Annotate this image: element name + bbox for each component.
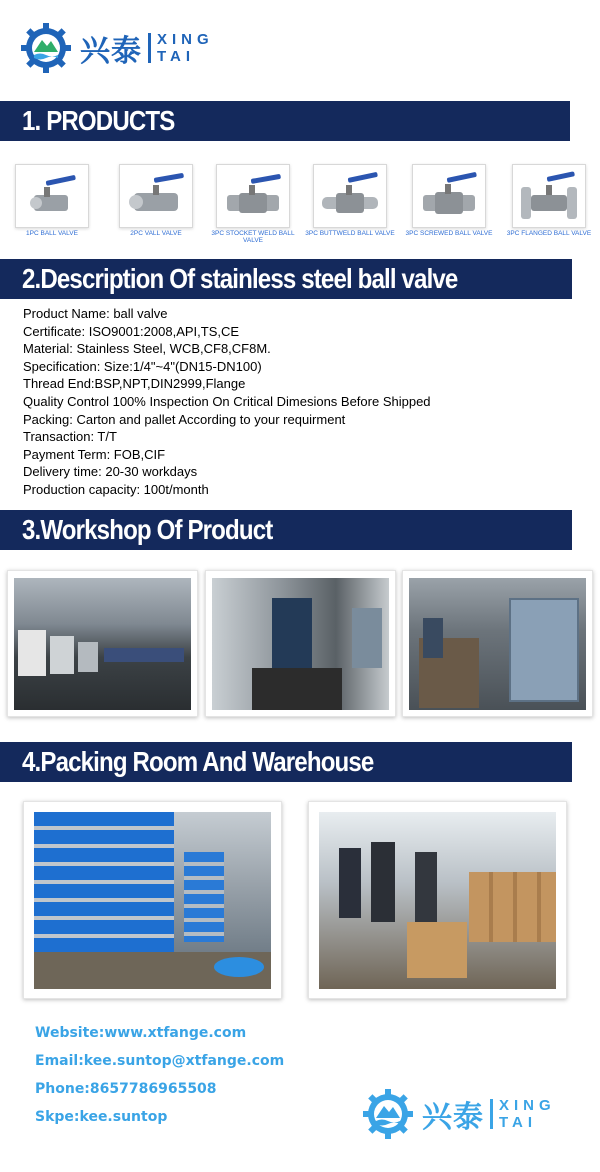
description-text	[23, 305, 431, 499]
brand-logo[interactable]	[20, 22, 214, 74]
gear-logo-icon	[20, 22, 72, 74]
packing-room-photo-image	[319, 812, 556, 989]
logo-chinese-text: 兴泰	[422, 1100, 484, 1135]
product-image-3pc-flanged[interactable]	[512, 164, 586, 228]
product-image-3pc-screwed[interactable]	[412, 164, 486, 228]
product-label: 3PC BUTTWELD BALL VALVE	[305, 230, 395, 237]
product-image-2pc[interactable]	[119, 164, 193, 228]
workshop-title: 3.Workshop Of Product	[22, 514, 273, 545]
contact-email[interactable]: Email:kee.suntop@xtfange.com	[35, 1053, 285, 1069]
desc-line: Payment Term: FOB,CIF	[23, 446, 166, 462]
logo-en-line2: TAI	[499, 1114, 538, 1131]
product-image-3pc-socket-weld[interactable]	[216, 164, 290, 228]
gear-logo-icon	[362, 1088, 414, 1140]
product-label: 3PC SCREWED BALL VALVE	[405, 230, 493, 237]
logo-chinese-text: 兴泰	[80, 34, 142, 69]
desc-line: Production capacity: 100t/month	[23, 481, 209, 497]
logo-separator	[490, 1099, 493, 1129]
workshop-photo-3[interactable]	[402, 570, 593, 717]
warehouse-photo-image	[34, 812, 271, 989]
description-banner	[0, 259, 572, 299]
packing-title: 4.Packing Room And Warehouse	[22, 746, 374, 777]
products-banner	[0, 101, 570, 141]
logo-english-text	[157, 31, 214, 65]
workshop-photo-2-image	[212, 578, 389, 710]
product-label: 3PC STOCKET WELD BALL VALVE	[211, 230, 295, 244]
logo-english-text	[499, 1097, 556, 1131]
product-label: 2PC VALL VALVE	[130, 230, 182, 237]
desc-line: Product Name: ball valve	[23, 306, 168, 321]
logo-en-line1: XING	[499, 1097, 556, 1114]
desc-line: Thread End:BSP,NPT,DIN2999,Flange	[23, 376, 246, 392]
logo-en-line1: XING	[157, 31, 214, 48]
workshop-photo-3-image	[409, 578, 586, 710]
product-image-1pc[interactable]	[15, 164, 89, 228]
desc-line: Quality Control 100% Inspection On Critical Dimesions Before Shipped	[23, 393, 431, 409]
logo-separator	[148, 33, 151, 63]
warehouse-photo[interactable]	[23, 801, 282, 999]
contact-website[interactable]: Website:www.xtfange.com	[35, 1025, 247, 1041]
workshop-photo-1[interactable]	[7, 570, 198, 717]
desc-line: Specification: Size:1/4"~4"(DN15-DN100)	[23, 358, 262, 374]
footer-logo[interactable]	[362, 1088, 556, 1140]
packing-banner	[0, 742, 572, 782]
desc-line: Transaction: T/T	[23, 429, 117, 445]
product-image-3pc-buttweld[interactable]	[313, 164, 387, 228]
workshop-banner	[0, 510, 572, 550]
contact-phone[interactable]: Phone:8657786965508	[35, 1081, 217, 1097]
desc-line: Material: Stainless Steel, WCB,CF8,CF8M.	[23, 341, 271, 357]
desc-line: Delivery time: 20-30 workdays	[23, 464, 198, 480]
workshop-photo-2[interactable]	[205, 570, 396, 717]
logo-en-line2: TAI	[157, 48, 196, 65]
description-title: 2.Description Of stainless steel ball valve	[22, 263, 458, 294]
workshop-photo-1-image	[14, 578, 191, 710]
product-label: 3PC FLANGED BALL VALVE	[506, 230, 592, 237]
desc-line: Packing: Carton and pallet According to your requirment	[23, 411, 346, 427]
desc-line: Certificate: ISO9001:2008,API,TS,CE	[23, 323, 240, 339]
products-title: 1. PRODUCTS	[22, 105, 175, 136]
packing-room-photo[interactable]	[308, 801, 567, 999]
contact-skype[interactable]: Skpe:kee.suntop	[35, 1109, 168, 1125]
product-label: 1PC BALL VALVE	[26, 230, 78, 237]
